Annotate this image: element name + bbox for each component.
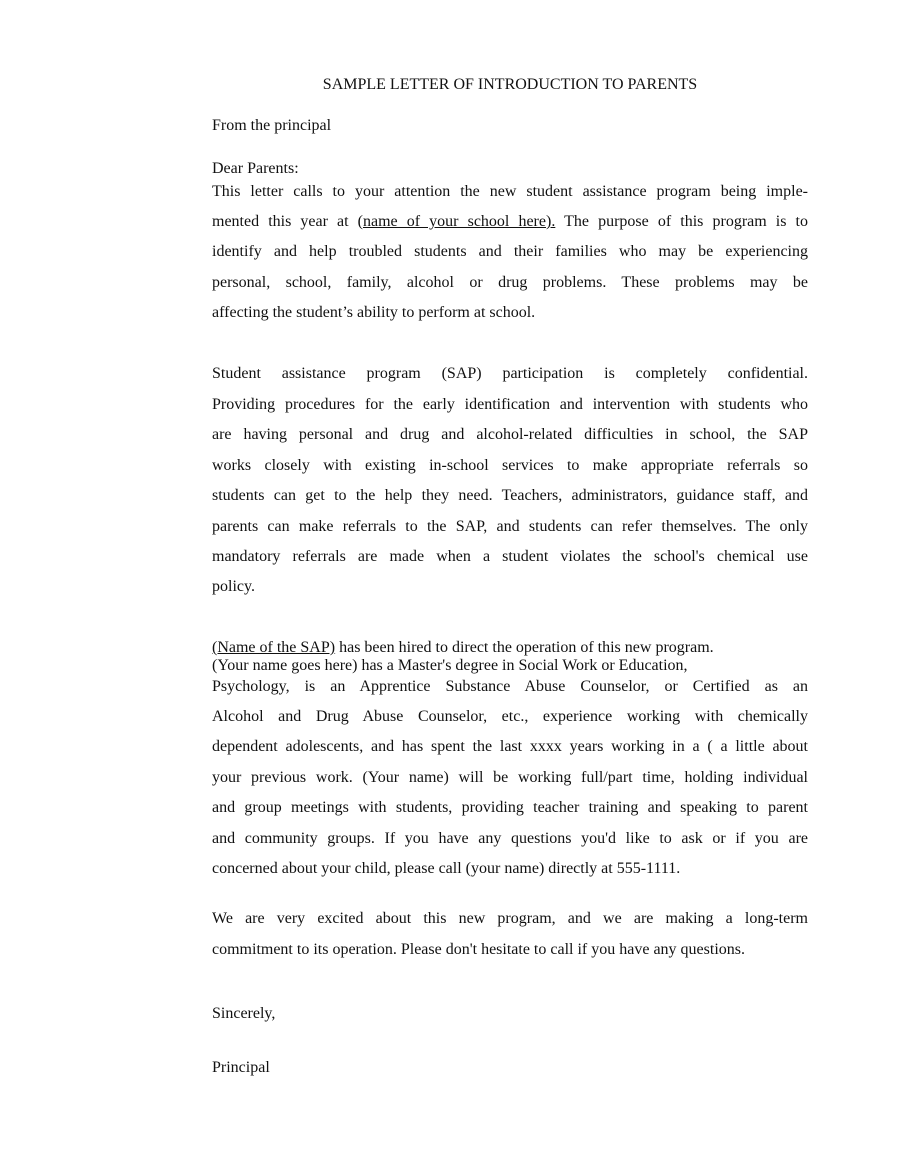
signature: Principal [212,1059,270,1076]
paragraph-line: concerned about your child, please call (your name) directly at 555-1111. [212,860,681,877]
paragraph-line: mandatory referrals are made when a student violates the school's chemical use [212,548,808,565]
school-name-placeholder: name of your school here). [363,213,556,230]
paragraph-line: Providing procedures for the early identification and intervention with students who [212,396,808,413]
paragraph-line [212,212,808,232]
paragraph-line: Alcohol and Drug Abuse Counselor, etc., experience working with chemically [212,708,808,725]
paragraph-line: dependent adolescents, and has spent the last xxxx years working in a ( a little about [212,738,808,755]
salutation: Dear Parents: [212,160,299,177]
paragraph-line: personal, school, family, alcohol or drug problems. These problems may be [212,274,808,291]
paragraph-line: affecting the student’s ability to perform at school. [212,304,536,321]
paragraph-line: Student assistance program (SAP) participation is completely confidential. [212,365,808,382]
paragraph-line: We are very excited about this new program, and we are making a long-term [212,910,808,927]
paragraph-line: your previous work. (Your name) will be working full/part time, holding individual [212,769,808,786]
closing: Sincerely, [212,1005,276,1022]
paragraph-line: and group meetings with students, providing teacher training and speaking to parent [212,799,808,816]
sap-name-placeholder: (Name of the SAP) [212,639,336,656]
paragraph-line: (Your name goes here) has a Master's degree in Social Work or Education, [212,657,688,674]
text: mented this year at ( [212,213,363,230]
paragraph-line: and community groups. If you have any questions you'd like to ask or if you are [212,830,808,847]
text: The purpose of this program is to [555,213,808,230]
paragraph-line: Psychology, is an Apprentice Substance Abuse Counselor, or Certified as an [212,678,808,695]
paragraph-line: identify and help troubled students and their families who may be experiencing [212,243,808,260]
from-line: From the principal [212,117,332,134]
paragraph-line: parents can make referrals to the SAP, and students can refer themselves. The only [212,518,808,535]
text: has been hired to direct the operation of this new program. [335,639,714,656]
letter-title: SAMPLE LETTER OF INTRODUCTION TO PARENTS [322,76,698,93]
paragraph-line [212,638,808,658]
paragraph-line: works closely with existing in-school services to make appropriate referrals so [212,457,808,474]
paragraph-line: are having personal and drug and alcohol-related difficulties in school, the SAP [212,426,808,443]
paragraph-line: commitment to its operation. Please don't hesitate to call if you have any questions. [212,941,745,958]
paragraph-line: students can get to the help they need. Teachers, administrators, guidance staff, and [212,487,808,504]
paragraph-line: This letter calls to your attention the new student assistance program being imple- [212,183,808,200]
paragraph-line: policy. [212,578,255,595]
